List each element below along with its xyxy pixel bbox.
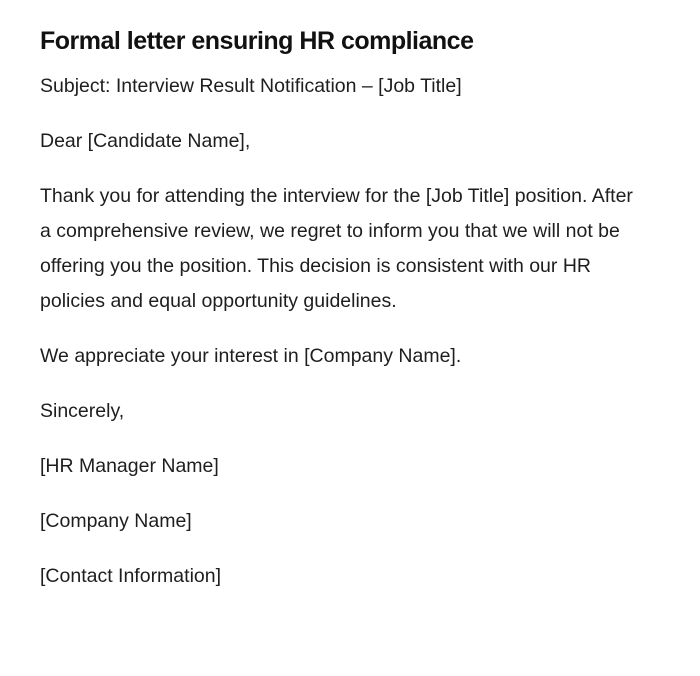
letter-page: [40, 24, 640, 594]
body-paragraph: Thank you for attending the interview for the [Job Title] position. After a comprehensive review, we regret to inform you that we will not be offering you the position. This decision is consistent with our HR policies and equal opportunity guidelines.: [40, 185, 633, 312]
signature-company: [Company Name]: [40, 510, 192, 532]
document-title: Formal letter ensuring HR compliance: [40, 27, 474, 55]
signature-contact: [Contact Information]: [40, 565, 222, 587]
subject-line: Subject: Interview Result Notification – [Job Title]: [40, 75, 462, 97]
greeting-line: Dear [Candidate Name],: [40, 130, 251, 152]
signoff: Sincerely,: [40, 400, 125, 422]
signature-name: [HR Manager Name]: [40, 455, 219, 477]
closing-line: We appreciate your interest in [Company Name].: [40, 345, 462, 367]
